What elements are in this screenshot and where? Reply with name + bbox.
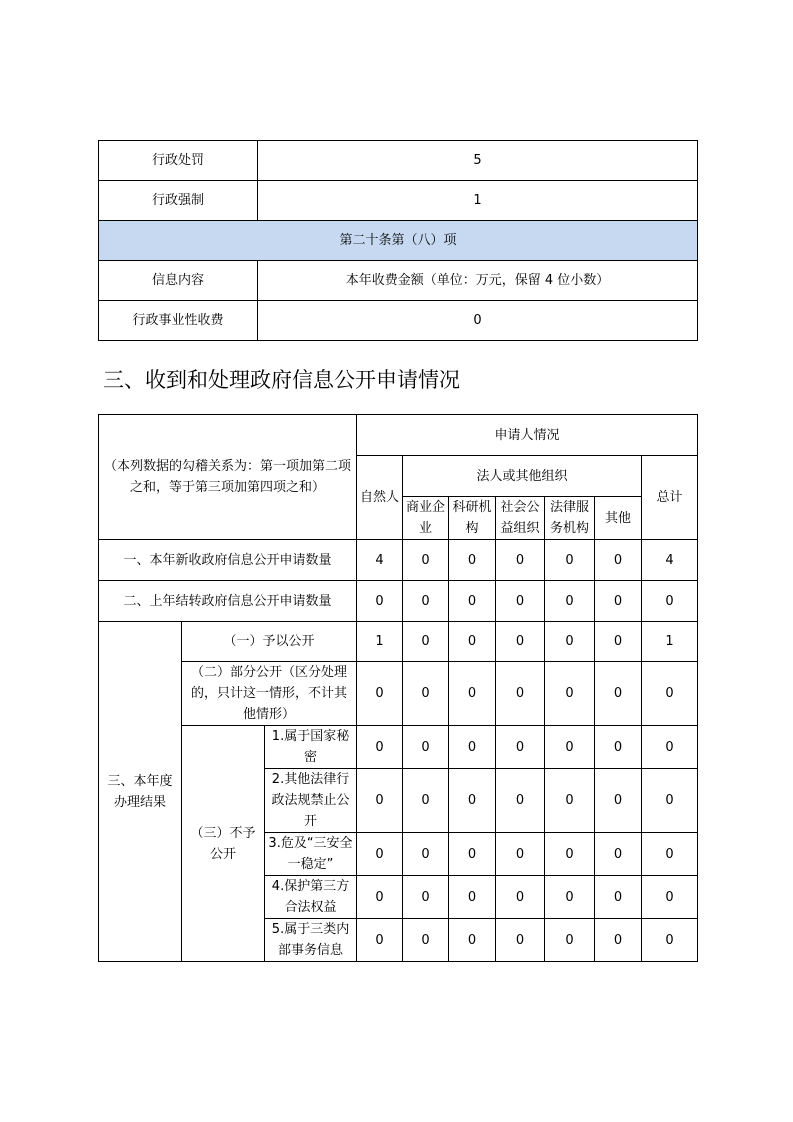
cell-value: 0 — [403, 833, 449, 876]
cell-value: 0 — [595, 919, 642, 962]
cell-value: 0 — [545, 726, 595, 769]
cell-value: 0 — [595, 726, 642, 769]
table-row — [99, 622, 698, 662]
cell-value: 0 — [403, 726, 449, 769]
cell-value: 0 — [595, 581, 642, 622]
cell-value: 0 — [595, 540, 642, 581]
cell-value: 0 — [642, 662, 698, 726]
cell-value: 0 — [449, 833, 496, 876]
cell-value: 0 — [545, 540, 595, 581]
cell-value: 0 — [496, 581, 545, 622]
cell-value: 0 — [496, 769, 545, 833]
cell-value: 0 — [496, 726, 545, 769]
result-label: 三、本年度办理结果 — [99, 622, 182, 962]
cell-value: 0 — [545, 662, 595, 726]
org-type-header: 法律服务机构 — [545, 497, 595, 540]
row-value: 5 — [258, 141, 698, 181]
cell-value: 0 — [595, 833, 642, 876]
table-row — [99, 540, 698, 581]
row-label: 行政事业性收费 — [99, 301, 258, 341]
cell-value: 0 — [357, 833, 403, 876]
row-label: （一）予以公开 — [182, 622, 357, 662]
application-table — [98, 414, 698, 962]
cell-value: 0 — [449, 540, 496, 581]
cell-value: 0 — [403, 876, 449, 919]
cell-value: 0 — [357, 726, 403, 769]
row-value: 1 — [258, 181, 698, 221]
row-label: 2.其他法律行政法规禁止公开 — [265, 769, 357, 833]
cell-value: 0 — [545, 833, 595, 876]
cell-value: 1 — [642, 622, 698, 662]
cell-value: 0 — [545, 876, 595, 919]
row-label: 行政处罚 — [99, 141, 258, 181]
cell-value: 0 — [403, 919, 449, 962]
cell-value: 0 — [545, 622, 595, 662]
row-label: 行政强制 — [99, 181, 258, 221]
org-type-header: 科研机构 — [449, 497, 496, 540]
cell-value: 0 — [449, 662, 496, 726]
org-type-header: 其他 — [595, 497, 642, 540]
cell-value: 4 — [642, 540, 698, 581]
cell-value: 0 — [496, 662, 545, 726]
table-header-row — [99, 261, 698, 301]
cell-value: 0 — [403, 581, 449, 622]
cell-value: 0 — [642, 769, 698, 833]
table-row — [99, 301, 698, 341]
cell-value: 1 — [357, 622, 403, 662]
cell-value: 0 — [496, 833, 545, 876]
section-band: 第二十条第（八）项 — [99, 221, 698, 261]
cell-value: 0 — [357, 662, 403, 726]
cell-value: 0 — [403, 540, 449, 581]
cell-value: 0 — [449, 622, 496, 662]
cell-value: 0 — [496, 540, 545, 581]
row-label: 4.保护第三方合法权益 — [265, 876, 357, 919]
cell-value: 4 — [357, 540, 403, 581]
row-value: 0 — [258, 301, 698, 341]
table-row — [99, 581, 698, 622]
cell-value: 0 — [642, 726, 698, 769]
row-label: 5.属于三类内部事务信息 — [265, 919, 357, 962]
row-label: 一、本年新收政府信息公开申请数量 — [99, 540, 357, 581]
header-value: 本年收费金额（单位：万元，保留 4 位小数） — [258, 261, 698, 301]
org-type-header: 商业企业 — [403, 497, 449, 540]
total-header: 总计 — [642, 456, 698, 540]
header-label: 信息内容 — [99, 261, 258, 301]
applicant-header: 申请人情况 — [357, 415, 698, 456]
section-heading: 三、收到和处理政府信息公开申请情况 — [103, 368, 460, 392]
cell-value: 0 — [357, 919, 403, 962]
cell-value: 0 — [595, 622, 642, 662]
legal-group-header: 法人或其他组织 — [403, 456, 642, 497]
table-row — [99, 726, 698, 769]
natural-person-header: 自然人 — [357, 456, 403, 540]
cell-value: 0 — [449, 581, 496, 622]
cell-value: 0 — [403, 769, 449, 833]
cell-value: 0 — [357, 581, 403, 622]
cell-value: 0 — [545, 769, 595, 833]
cell-value: 0 — [595, 876, 642, 919]
header-row — [99, 415, 698, 456]
cell-value: 0 — [496, 622, 545, 662]
cell-value: 0 — [642, 876, 698, 919]
cell-value: 0 — [449, 769, 496, 833]
org-type-header: 社会公益组织 — [496, 497, 545, 540]
not-public-label: （三）不予公开 — [182, 726, 265, 962]
cell-value: 0 — [496, 876, 545, 919]
cell-value: 0 — [496, 919, 545, 962]
cell-value: 0 — [545, 919, 595, 962]
cell-value: 0 — [595, 769, 642, 833]
cell-value: 0 — [449, 726, 496, 769]
row-label: 3.危及“三安全一稳定” — [265, 833, 357, 876]
fee-table — [98, 140, 698, 341]
cell-value: 0 — [449, 919, 496, 962]
table-row — [99, 141, 698, 181]
cell-value: 0 — [642, 833, 698, 876]
table-row — [99, 181, 698, 221]
cell-value: 0 — [595, 662, 642, 726]
section-band-row — [99, 221, 698, 261]
cell-value: 0 — [642, 919, 698, 962]
cell-value: 0 — [642, 581, 698, 622]
row-label: （二）部分公开（区分处理的，只计这一情形，不计其他情形） — [182, 662, 357, 726]
cell-value: 0 — [403, 662, 449, 726]
cell-value: 0 — [357, 876, 403, 919]
corner-note: （本列数据的勾稽关系为：第一项加第二项之和，等于第三项加第四项之和） — [99, 415, 357, 540]
row-label: 二、上年结转政府信息公开申请数量 — [99, 581, 357, 622]
table-row — [99, 662, 698, 726]
cell-value: 0 — [449, 876, 496, 919]
cell-value: 0 — [403, 622, 449, 662]
cell-value: 0 — [545, 581, 595, 622]
cell-value: 0 — [357, 769, 403, 833]
row-label: 1.属于国家秘密 — [265, 726, 357, 769]
